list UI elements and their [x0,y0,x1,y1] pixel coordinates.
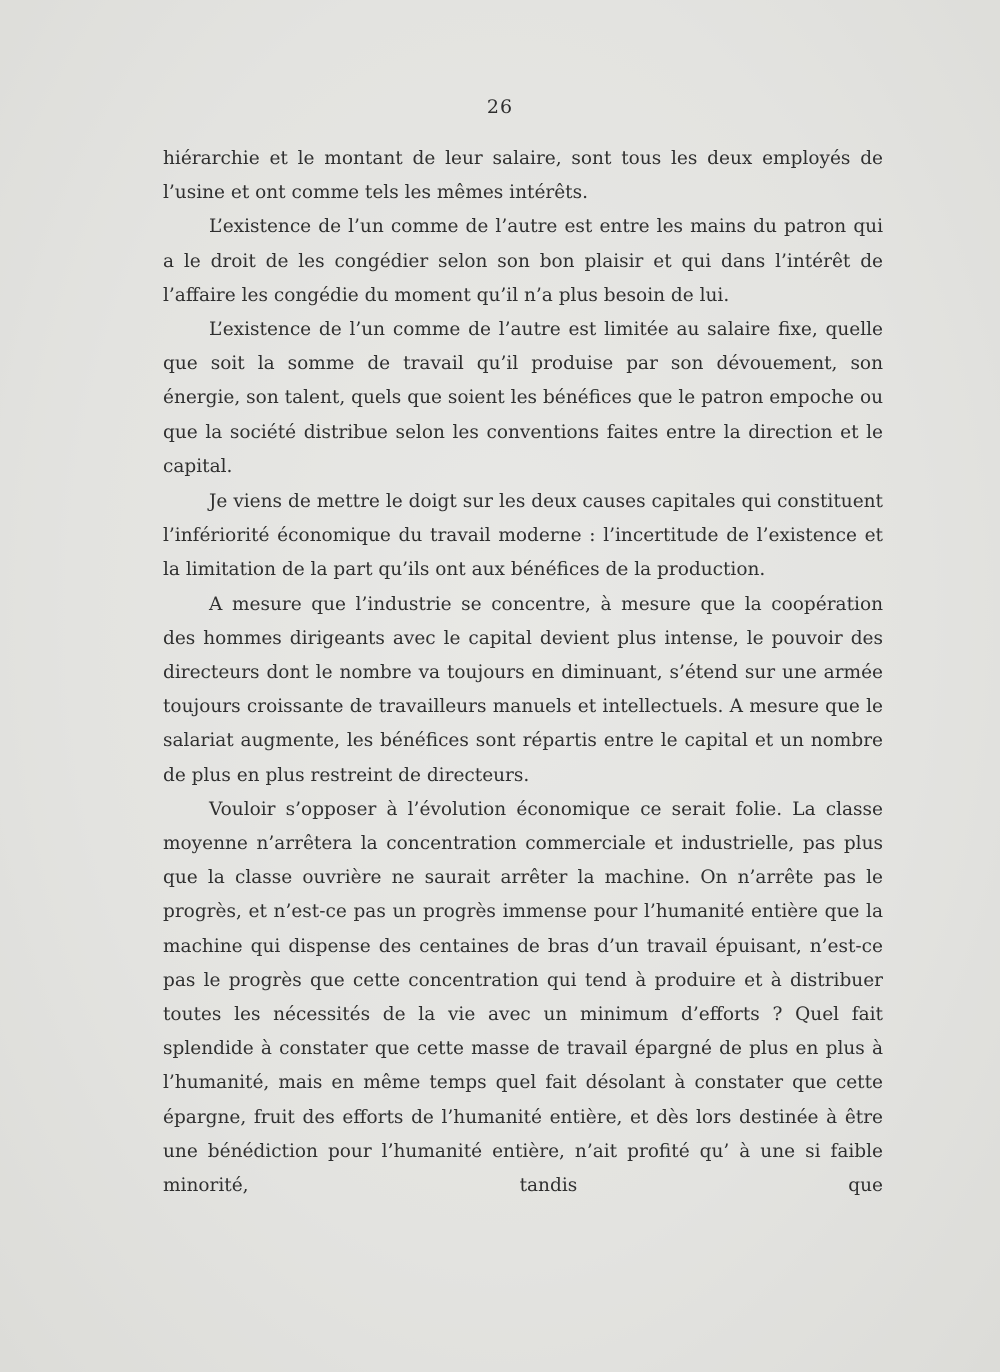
paragraph-existence-salaire: L’existence de l’un comme de l’autre est limitée au salaire fixe, quelle que soit la somme de travail qu’il produise par son dévouement, son énergie, son talent, quels que soient les bénéfices que le patron empoche ou que la société distribue selon les conventions faites entre la direction et le capital. [163,319,883,477]
text-block-top [163,142,883,484]
paragraph-existence-patron: L’existence de l’un comme de l’autre est entre les mains du patron qui a le droit de les congédier selon son bon plaisir et qui dans l’intérêt de l’affaire les congédie du moment qu’il n’a plus besoin de lui. [163,216,883,306]
paragraph-continuation: hiérarchie et le montant de leur salaire, sont tous les deux employés de l’usine et ont comme tels les mêmes intérêts. [163,148,883,204]
page-number: 26 [486,96,514,118]
paragraph-evolution-economique: Vouloir s’opposer à l’évolution économique ce serait folie. La classe moyenne n’arrêtera la concentration commerciale et industrielle, pas plus que la classe ouvrière ne saurait arrêter la machine. On n’arrête pas le progrès, et n’est-ce pas un progrès immense pour l’humanité entière que la machine qui dispense des centaines de bras d’un travail épuisant, n’est-ce pas le progrès que cette concentration qui tend à produire et à distribuer toutes les nécessités de la vie avec un minimum d’efforts ? Quel fait splendide à constater que cette masse de travail épargné de plus en plus à l’humanité, mais en même temps quel fait désolant à constater que cette épargne, fruit des efforts de l’humanité entière, et dès lors destinée à être une bénédiction pour l’humanité entière, n’ait profité qu’ à une si faible minorité, tandis que [163,798,883,1197]
text-block-middle [163,485,883,1203]
paragraph-concentration-industrie: A mesure que l’industrie se concentre, à mesure que la coopération des hommes dirigeants avec le capital devient plus intense, le pouvoir des directeurs dont le nombre va toujours en diminuant, s’étend sur une armée toujours croissante de travailleurs manuels et intellectuels. A mesure que le salariat augmente, les bénéfices sont répartis entre le capital et un nombre de plus en plus restreint de directeurs. [163,593,883,786]
paragraph-causes-capitales: Je viens de mettre le doigt sur les deux causes capitales qui constituent l’infériorité économique du travail moderne : l’incertitude de l’existence et la limitation de la part qu’ils ont aux bénéfices de la production. [163,491,883,581]
